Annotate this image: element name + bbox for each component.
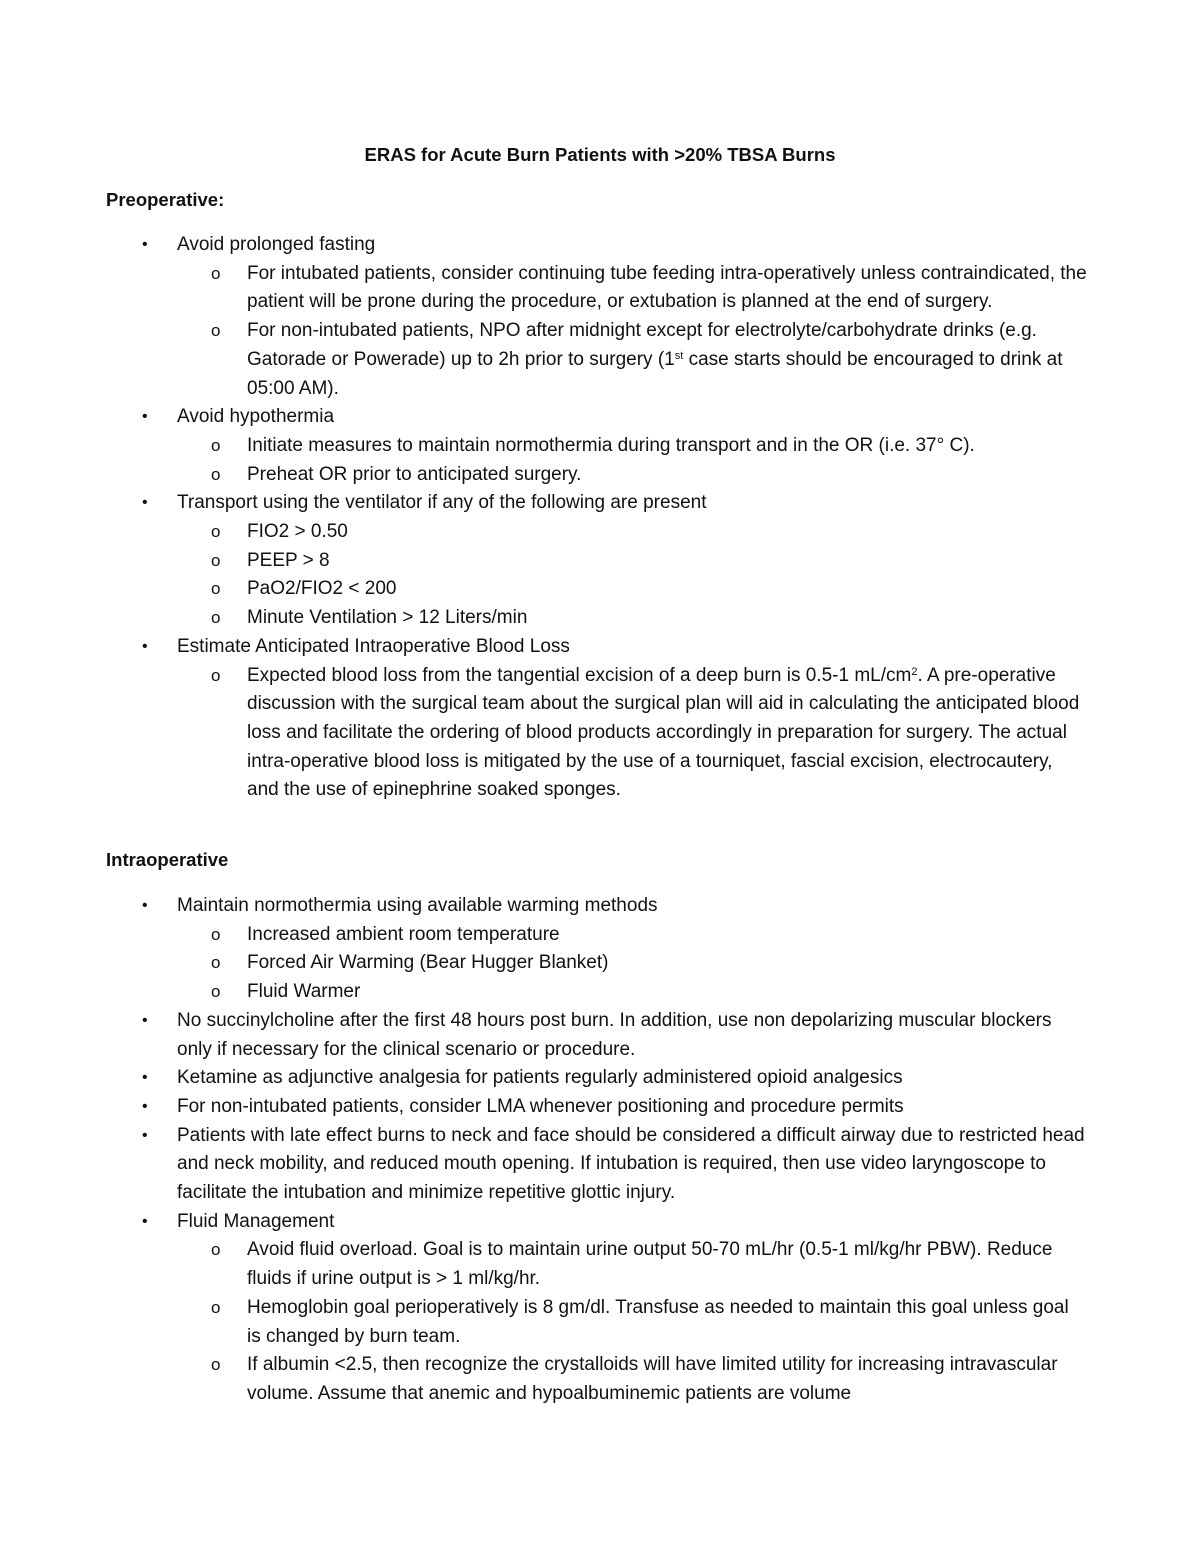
minute-ventilation-item: Minute Ventilation > 12 Liters/min	[247, 607, 528, 629]
fluid-overload-item: Avoid fluid overload. Goal is to maintain urine output 50-70 mL/hr (0.5-1 ml/kg/hr PBW). Reduce fluids if urine output is > 1 ml/kg/hr.	[247, 1239, 1053, 1290]
list-item	[0, 260, 1087, 317]
list-item	[0, 978, 1087, 1007]
sub-bullet-marker: o	[211, 953, 221, 973]
bullet-marker: •	[142, 1011, 148, 1029]
sub-bullet-marker: o	[211, 321, 221, 341]
intubated-feeding-item: For intubated patients, consider continuing tube feeding intra-operatively unless contraindicated, the patient will be prone during the procedure, or extubation is planned at the end of surgery.	[247, 262, 1087, 313]
list-item	[0, 1208, 1087, 1409]
preoperative-list	[0, 231, 1200, 805]
preheat-or-item: Preheat OR prior to anticipated surgery.	[247, 463, 582, 485]
sub-bullet-marker: o	[211, 464, 221, 484]
fio2-item: FIO2 > 0.50	[247, 521, 348, 543]
sub-bullet-marker: o	[211, 1240, 221, 1260]
normothermia-sublist	[177, 921, 1087, 1007]
list-item	[0, 518, 1087, 547]
list-item	[0, 1064, 1087, 1093]
fasting-sublist	[177, 260, 1087, 404]
ketamine-item: Ketamine as adjunctive analgesia for patients regularly administered opioid analgesics	[177, 1067, 903, 1089]
superscript: 2	[911, 665, 918, 678]
transport-sublist	[177, 518, 1087, 633]
bullet-marker: •	[142, 1097, 148, 1115]
sub-bullet-marker: o	[211, 263, 221, 283]
hypothermia-item: Avoid hypothermia	[177, 406, 335, 428]
list-item	[0, 949, 1087, 978]
list-item	[0, 662, 1087, 806]
blood-loss-sublist	[177, 662, 1087, 806]
albumin-item: If albumin <2.5, then recognize the crystalloids will have limited utility for increasing intravascular volume. Assume that anemic and hypoalbuminemic patients are volume	[247, 1354, 1058, 1404]
lma-item: For non-intubated patients, consider LMA whenever positioning and procedure permits	[177, 1095, 904, 1117]
list-item	[0, 547, 1087, 576]
list-item	[0, 892, 1087, 1007]
succinylcholine-item: No succinylcholine after the first 48 hours post burn. In addition, use non depolarizing muscular blockers only if necessary for the clinical scenario or procedure.	[177, 1009, 1052, 1060]
list-item	[0, 231, 1087, 403]
normothermia-measures-item: Initiate measures to maintain normothermia during transport and in the OR (i.e. 37° C).	[247, 434, 975, 456]
bullet-marker: •	[142, 236, 148, 253]
sub-bullet-marker: o	[211, 924, 221, 944]
sub-bullet-marker: o	[211, 435, 221, 455]
sub-bullet-marker: o	[211, 522, 221, 542]
superscript: st	[674, 349, 684, 362]
list-item	[0, 317, 1087, 403]
expected-blood-loss-part-b: . A pre-operative discussion with the surgical team about the surgical plan will aid in calculating the anticipated blood loss and facilitate the ordering of blood products accordingly in preparation for surgery. The actual intra-operative blood loss is mitigated by the use of a tourniquet, fascial excision, electrocautery, and the use of epinephrine soaked sponges.	[247, 664, 1080, 801]
normothermia-item: Maintain normothermia using available warming methods	[177, 895, 658, 916]
list-item	[0, 1351, 1087, 1408]
sub-bullet-marker: o	[211, 665, 221, 685]
list-item	[0, 1236, 1087, 1293]
bullet-marker: •	[142, 494, 148, 512]
peep-item: PEEP > 8	[247, 549, 330, 571]
list-item	[0, 575, 1087, 604]
list-item	[0, 461, 1087, 490]
forced-air-item: Forced Air Warming (Bear Hugger Blanket)	[247, 952, 609, 974]
sub-bullet-marker: o	[211, 982, 221, 1002]
bullet-marker: •	[142, 1126, 148, 1144]
bullet-marker: •	[142, 897, 148, 914]
preoperative-heading: Preoperative:	[106, 189, 225, 210]
expected-blood-loss-part-a: Expected blood loss from the tangential excision of a deep burn is 0.5-1 mL/cm	[247, 664, 912, 686]
fluid-warmer-item: Fluid Warmer	[247, 981, 361, 1003]
bullet-marker: •	[142, 1069, 148, 1087]
intraoperative-heading: Intraoperative	[106, 849, 229, 870]
hypothermia-sublist	[177, 432, 1087, 489]
hemoglobin-goal-item: Hemoglobin goal perioperatively is 8 gm/dl. Transfuse as needed to maintain this goal unless goal is changed by burn team.	[247, 1296, 1069, 1347]
list-item	[0, 432, 1087, 461]
intraoperative-list	[0, 892, 1200, 1409]
sub-bullet-marker: o	[211, 579, 221, 599]
list-item	[0, 1122, 1087, 1208]
npo-item-part-a: For non-intubated patients, NPO after midnight except for electrolyte/carbohydrate drinks (e.g. Gatorade or Powerade) up to 2h prior to surgery (1	[247, 320, 1037, 370]
ambient-temperature-item: Increased ambient room temperature	[247, 923, 560, 945]
list-item	[0, 1093, 1087, 1122]
difficult-airway-item: Patients with late effect burns to neck and face should be considered a difficult airway due to restricted head and neck mobility, and reduced mouth opening. If intubation is required, then use video laryngoscope to facilitate the intubation and minimize repetitive glottic injury.	[177, 1124, 1085, 1204]
list-item	[0, 1294, 1087, 1351]
list-item	[0, 604, 1087, 633]
pao2-fio2-item: PaO2/FIO2 < 200	[247, 578, 397, 600]
sub-bullet-marker: o	[211, 550, 221, 570]
sub-bullet-marker: o	[211, 608, 221, 628]
npo-item-part-b: case starts should be encouraged to drink at 05:00 AM).	[247, 348, 1063, 399]
list-item	[0, 633, 1087, 805]
list-item	[0, 403, 1087, 489]
list-item	[0, 921, 1087, 950]
transport-item: Transport using the ventilator if any of the following are present	[177, 492, 707, 514]
bullet-marker: •	[142, 637, 148, 655]
fluid-management-sublist	[177, 1236, 1087, 1408]
list-item	[0, 489, 1087, 633]
sub-bullet-marker: o	[211, 1355, 221, 1375]
list-item	[0, 1007, 1087, 1064]
blood-loss-item: Estimate Anticipated Intraoperative Blood Loss	[177, 635, 570, 657]
bullet-marker: •	[142, 1212, 148, 1230]
document-title: ERAS for Acute Burn Patients with >20% TBSA Burns	[364, 144, 836, 165]
fluid-management-item: Fluid Management	[177, 1210, 335, 1232]
bullet-marker: •	[142, 408, 148, 426]
fasting-item: Avoid prolonged fasting	[177, 234, 376, 255]
sub-bullet-marker: o	[211, 1297, 221, 1317]
